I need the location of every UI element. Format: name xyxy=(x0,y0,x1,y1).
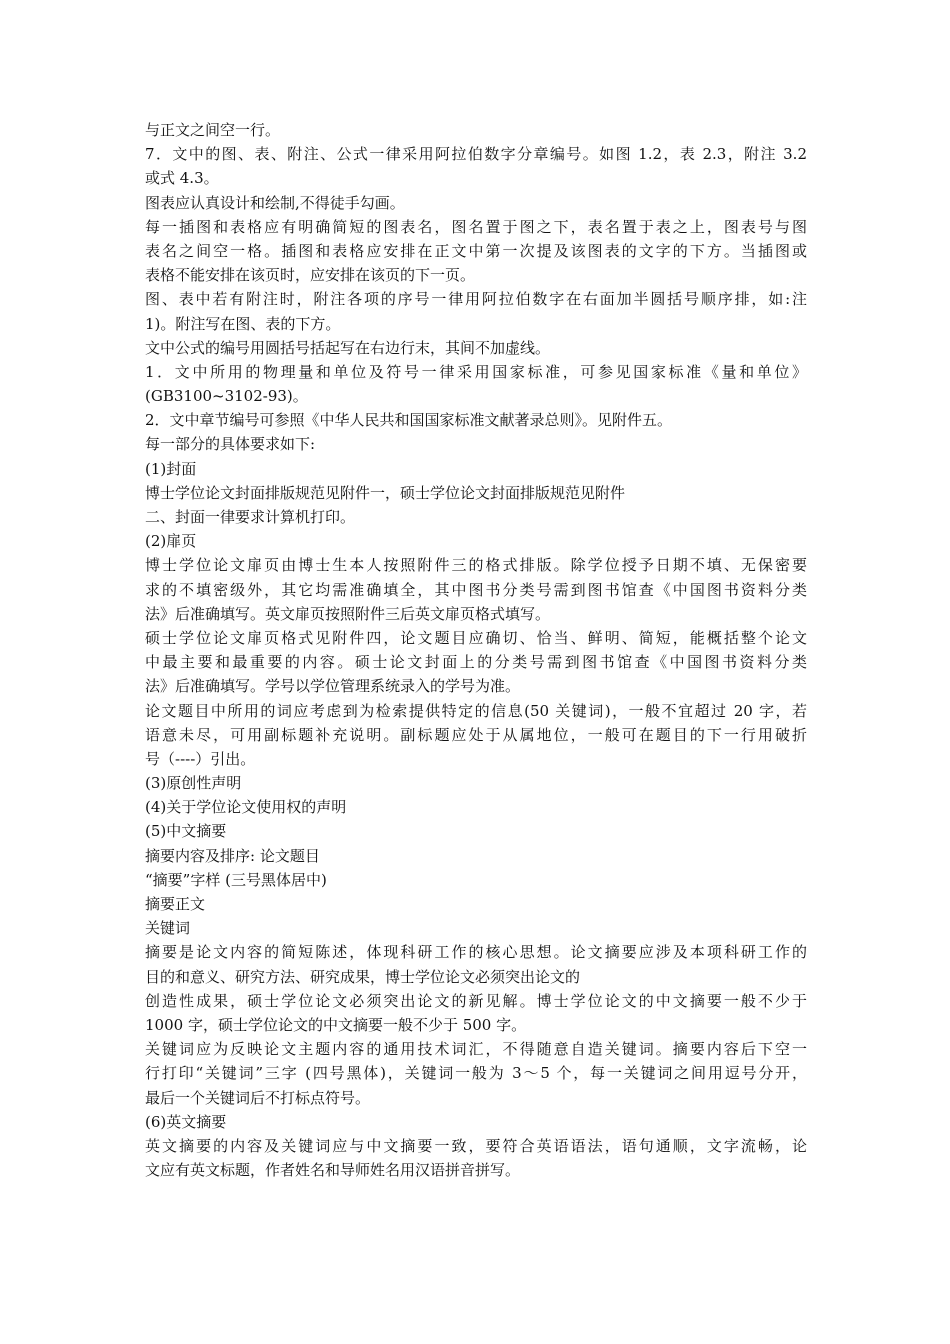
text-line: (6)英文摘要 xyxy=(145,1112,227,1131)
text-line: 每一部分的具体要求如下: xyxy=(145,435,316,454)
text-line: 语意未尽，可用副标题补充说明。副标题应处于从属地位，一般可在题目的下一行用破折 xyxy=(145,725,807,744)
text-line: (5)中文摘要 xyxy=(145,822,227,841)
text-line: 摘要是论文内容的简短陈述，体现科研工作的核心思想。论文摘要应涉及本项科研工作的 xyxy=(145,943,807,962)
text-line: 最后一个关键词后不打标点符号。 xyxy=(145,1088,371,1107)
text-line: 二、封面一律要求计算机打印。 xyxy=(145,508,356,526)
text-line: 求的不填密级外，其它均需准确填全，其中图书分类号需到图书馆查《中国图书资料分类 xyxy=(145,580,807,599)
text-line: 1．文中所用的物理量和单位及符号一律采用国家标准，可参见国家标准《量和单位》 xyxy=(145,362,807,381)
text-line: 文中公式的编号用圆括号括起写在右边行末，其间不加虚线。 xyxy=(145,338,551,357)
text-line: 行打印“关键词”三字 (四号黑体)，关键词一般为 3～5 个，每一关键词之间用逗号分开， xyxy=(145,1064,807,1083)
text-line: 创造性成果，硕士学位论文必须突出论文的新见解。博士学位论文的中文摘要一般不少于 xyxy=(145,991,807,1010)
text-line: 关键词 xyxy=(145,919,191,938)
text-line: 1)。附注写在图、表的下方。 xyxy=(145,314,341,333)
text-line: 硕士学位论文扉页格式见附件四，论文题目应确切、恰当、鲜明、简短，能概括整个论文 xyxy=(145,628,807,647)
text-line: (3)原创性声明 xyxy=(145,774,242,793)
text-line: 2．文中章节编号可参照《中华人民共和国国家标准文献著录总则》。见附件五。 xyxy=(145,411,673,430)
text-line: 论文题目中所用的词应考虑到为检索提供特定的信息(50 关键词)，一般不宜超过 20 字，若 xyxy=(145,701,807,720)
text-line: (4)关于学位论文使用权的声明 xyxy=(145,798,347,817)
text-line: 7．文中的图、表、附注、公式一律采用阿拉伯数字分章编号。如图 1.2，表 2.3，附注 3.2 xyxy=(145,145,807,164)
text-line: 博士学位论文封面排版规范见附件一，硕士学位论文封面排版规范见附件 xyxy=(145,483,626,502)
text-line: 英文摘要的内容及关键词应与中文摘要一致，要符合英语语法，语句通顺，文字流畅，论 xyxy=(145,1136,807,1155)
text-line: 文应有英文标题，作者姓名和导师姓名用汉语拼音拼写。 xyxy=(145,1161,521,1180)
text-line: 图、表中若有附注时，附注各项的序号一律用阿拉伯数字在右面加半圆括号顺序排，如:注 xyxy=(145,290,807,309)
text-line: 号（----）引出。 xyxy=(145,749,256,768)
text-line: 表格不能安排在该页时，应安排在该页的下一页。 xyxy=(145,266,476,285)
document-body xyxy=(145,118,807,1182)
text-line: 摘要内容及排序: 论文题目 xyxy=(145,846,320,865)
text-line: 博士学位论文扉页由博士生本人按照附件三的格式排版。除学位授予日期不填、无保密要 xyxy=(145,556,807,575)
text-line: 每一插图和表格应有明确简短的图表名，图名置于图之下，表名置于表之上，图表号与图 xyxy=(145,217,807,236)
text-line: 表名之间空一格。插图和表格应安排在正文中第一次提及该图表的文字的下方。当插图或 xyxy=(145,241,807,260)
text-line: 与正文之间空一行。 xyxy=(145,121,281,139)
text-line: 法》后准确填写。英文扉页按照附件三后英文扉页格式填写。 xyxy=(145,604,551,623)
text-line: 1000 字，硕士学位论文的中文摘要一般不少于 500 字。 xyxy=(145,1015,527,1034)
text-line: 关键词应为反映论文主题内容的通用技术词汇，不得随意自造关键词。摘要内容后下空一 xyxy=(145,1040,807,1059)
text-line: (GB3100~3102-93)。 xyxy=(145,387,308,406)
text-line: “摘要”字样 (三号黑体居中) xyxy=(145,870,327,889)
text-line: (2)扉页 xyxy=(145,532,197,551)
text-line: 或式 4.3。 xyxy=(145,169,219,188)
text-line: 图表应认真设计和绘制,不得徒手勾画。 xyxy=(145,193,405,212)
text-line: 法》后准确填写。学号以学位管理系统录入的学号为准。 xyxy=(145,677,521,696)
text-line: 目的和意义、研究方法、研究成果，博士学位论文必须突出论文的 xyxy=(145,967,581,986)
text-line: 摘要正文 xyxy=(145,895,206,913)
text-line: (1)封面 xyxy=(145,459,197,478)
text-line: 中最主要和最重要的内容。硕士论文封面上的分类号需到图书馆查《中国图书资料分类 xyxy=(145,653,807,672)
